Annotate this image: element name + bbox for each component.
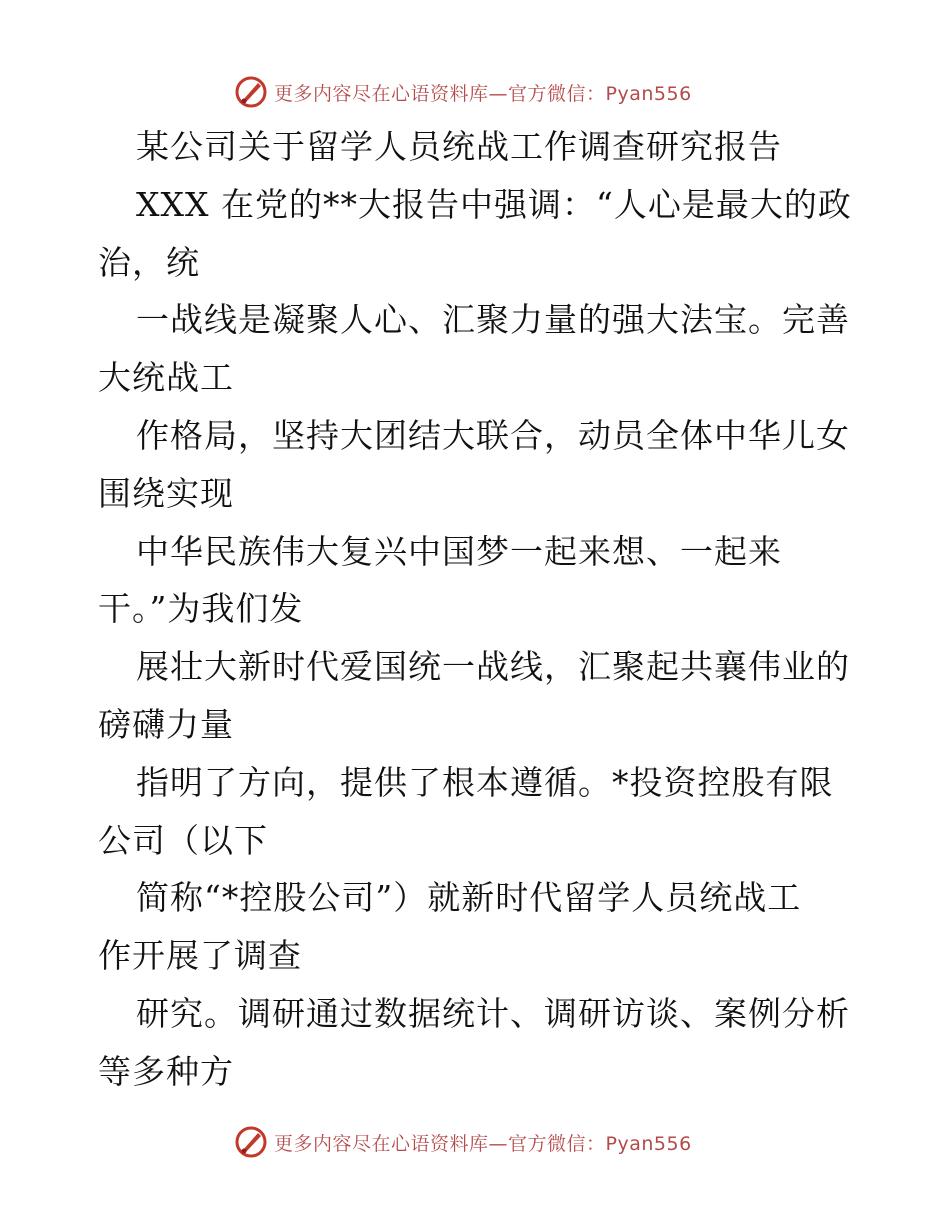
paragraph-line: 治，统: [98, 242, 200, 282]
paragraph-line: 展壮大新时代爱国统一战线，汇聚起共襄伟业的: [136, 647, 850, 687]
paragraph-line: 作格局，坚持大团结大联合，动员全体中华儿女: [136, 415, 850, 455]
banner-text: 更多内容尽在心语资料库—官方微信：Pyan556: [274, 82, 692, 105]
paragraph-line: 研究。调研通过数据统计、调研访谈、案例分析: [136, 993, 850, 1033]
paragraph-line: 大统战工: [98, 358, 234, 398]
paragraph-line: 简称“*控股公司”）就新时代留学人员统战工: [136, 878, 802, 918]
paragraph-line: 作开展了调查: [98, 936, 302, 976]
footer-banner: [234, 1122, 754, 1162]
paragraph-line: 指明了方向，提供了根本遵循。*投资控股有限: [136, 762, 834, 802]
paragraph-line: 等多种方: [98, 1051, 234, 1091]
document-title: 某公司关于留学人员统战工作调查研究报告: [136, 127, 782, 166]
paragraph-line: XXX 在党的**大报告中强调：“人心是最大的政: [136, 184, 852, 224]
banner-text: 更多内容尽在心语资料库—官方微信：Pyan556: [274, 1132, 692, 1155]
brush-pen-logo-icon: [234, 1125, 268, 1159]
document-body: [98, 118, 858, 1101]
paragraph-line: 中华民族伟大复兴中国梦一起来想、一起来: [136, 531, 782, 571]
paragraph-line: 一战线是凝聚人心、汇聚力量的强大法宝。完善: [136, 300, 850, 340]
paragraph-line: 公司（以下: [98, 820, 268, 860]
paragraph-line: 磅礴力量: [98, 704, 234, 744]
header-banner: [234, 72, 754, 112]
brush-pen-logo-icon: [234, 75, 268, 109]
paragraph-line: 围绕实现: [98, 473, 234, 513]
paragraph-line: 干。”为我们发: [98, 589, 304, 629]
